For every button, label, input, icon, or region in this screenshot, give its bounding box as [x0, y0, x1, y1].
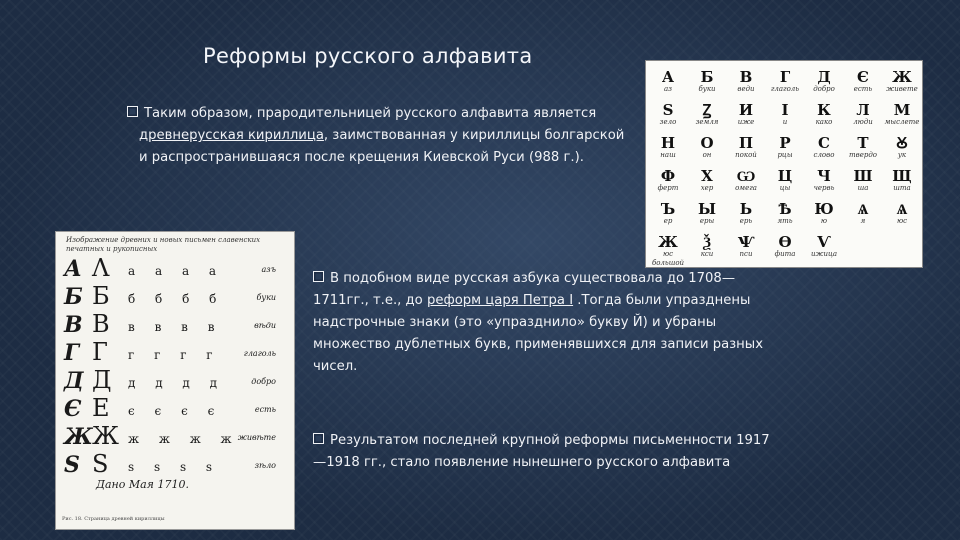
alphabet-letter: Ѧ [896, 200, 908, 218]
manuscript-lbl: вѣди [254, 321, 276, 330]
manuscript-caption: Рис. 18. Страница древней кириллицы [62, 516, 165, 522]
alphabet-cell [689, 234, 725, 259]
alphabet-cell [767, 201, 803, 226]
alphabet-letter-name: пси [739, 250, 753, 258]
checkbox-bullet-icon [127, 106, 138, 117]
slide-title: Реформы русского алфавита [203, 44, 533, 68]
alphabet-letter: Є [857, 68, 869, 86]
alphabet-letter-name: аз [664, 85, 672, 93]
alphabet-letter-name: твердо [849, 151, 877, 159]
manuscript-big2: Д [92, 366, 112, 394]
bullet-kirillitsa [127, 103, 629, 169]
alphabet-letter: Ц [777, 167, 793, 185]
alphabet-letter-name: червь [813, 184, 835, 192]
bullet1-underlined: древнерусская кириллица [139, 128, 324, 143]
bullet1-prefix: Таким образом, прародительницей русского алфавита является [144, 106, 597, 121]
alphabet-letter: Ь [739, 200, 753, 218]
manuscript-big1: В [64, 312, 83, 338]
alphabet-letter-name: люди [853, 118, 873, 126]
alphabet-cell [806, 234, 842, 259]
manuscript-row [62, 424, 290, 452]
bullet-peter-reform [313, 268, 783, 378]
manuscript-row [62, 284, 290, 312]
alphabet-letter-name: ук [897, 151, 907, 159]
alphabet-letter-name: покой [735, 151, 757, 159]
alphabet-letter: Т [857, 134, 869, 152]
manuscript-lbl: зѣло [254, 461, 276, 470]
alphabet-letter-name: ижица [810, 250, 838, 258]
alphabet-letter: Ѣ [778, 200, 792, 218]
alphabet-letter: П [738, 134, 754, 152]
alphabet-letter: Ю [814, 200, 834, 218]
alphabet-letter: Ж [892, 68, 912, 86]
alphabet-letter: Ы [697, 200, 717, 218]
alphabet-letter-name: фита [774, 250, 796, 258]
alphabet-letter-name: земля [695, 118, 719, 126]
manuscript-lbl: буки [256, 293, 276, 302]
alphabet-letter-name: ять [777, 217, 793, 225]
alphabet-letter: Ѳ [778, 233, 792, 251]
alphabet-cell [806, 69, 842, 94]
alphabet-letter: Ѵ [817, 233, 831, 251]
alphabet-letter-name: еры [699, 217, 715, 225]
manuscript-big2: Б [92, 282, 110, 310]
alphabet-cell [767, 234, 803, 259]
alphabet-letter-name: зело [659, 118, 677, 126]
manuscript-row [62, 368, 290, 396]
alphabet-letter-name: кси [700, 250, 714, 258]
alphabet-letter-name: ферт [657, 184, 679, 192]
alphabet-letter: И [738, 101, 754, 119]
manuscript-big1: Ж [64, 424, 93, 450]
alphabet-cell [806, 168, 842, 193]
alphabet-cell [689, 102, 725, 127]
manuscript-big2: Ж [92, 422, 119, 450]
alphabet-letter-name: слово [813, 151, 835, 159]
alphabet-letter-name: буки [698, 85, 716, 93]
manuscript-smalls: ж ж ж ж [128, 432, 240, 446]
alphabet-letter: Ѧ [857, 200, 869, 218]
alphabet-letter-name: рцы [777, 151, 793, 159]
manuscript-row [62, 256, 290, 284]
alphabet-letter-name: я [860, 217, 866, 225]
alphabet-cell [767, 102, 803, 127]
manuscript-big1: Г [64, 340, 80, 366]
alphabet-letter-name: юс [896, 217, 908, 225]
manuscript-big1: Д [64, 368, 84, 394]
manuscript-big1: Є [64, 396, 82, 422]
alphabet-cell [728, 135, 764, 160]
alphabet-letter: Ѱ [737, 233, 755, 251]
manuscript-row [62, 396, 290, 424]
manuscript-row [62, 452, 290, 480]
alphabet-letter-name: омега [735, 184, 757, 192]
alphabet-cell [767, 135, 803, 160]
alphabet-cell [689, 69, 725, 94]
manuscript-big1: Ѕ [64, 452, 80, 478]
alphabet-letter-name: глаголь [770, 85, 800, 93]
manuscript-smalls: ѕ ѕ ѕ ѕ [128, 460, 221, 474]
alphabet-letter-name: добро [813, 85, 835, 93]
manuscript-big2: Г [92, 338, 108, 366]
manuscript-smalls: б б б б [128, 292, 225, 306]
alphabet-letter: Ꙁ [702, 101, 712, 119]
alphabet-letter: Г [779, 68, 791, 86]
alphabet-cell [845, 69, 881, 94]
alphabet-cell [806, 201, 842, 226]
old-manuscript-image [55, 231, 295, 530]
manuscript-big2: В [92, 310, 110, 338]
manuscript-smalls: а а а а [128, 264, 225, 278]
alphabet-letter: Н [660, 134, 676, 152]
alphabet-letter: Ж [658, 233, 678, 251]
bullet2-rest: .Тогда были упразднены надстрочные знаки (это «упразднило» букву Й) и убраны множество дублетных букв, применявшихся для записи разных чисел. [313, 293, 764, 374]
alphabet-letter: Р [779, 134, 791, 152]
bullet3-text: Результатом последней крупной реформы письменности 1917 —1918 гг., стало появление нынешнего русского алфавита [313, 433, 770, 470]
alphabet-letter: Ш [853, 167, 873, 185]
manuscript-smalls: г г г г [128, 348, 221, 362]
alphabet-letter: Ъ [660, 200, 676, 218]
alphabet-letter: Б [700, 68, 714, 86]
alphabet-letter: М [893, 101, 911, 119]
alphabet-letter-name: юс большой [651, 250, 685, 267]
alphabet-letter-name: ерь [739, 217, 753, 225]
alphabet-cell [650, 168, 686, 193]
manuscript-smalls: в в в в [128, 320, 223, 334]
alphabet-cell [845, 201, 881, 226]
manuscript-row [62, 312, 290, 340]
checkbox-bullet-icon [313, 433, 324, 444]
alphabet-letter-name: цы [779, 184, 791, 192]
alphabet-letter-name: живете [886, 85, 918, 93]
alphabet-cell [884, 102, 920, 127]
manuscript-big1: Б [64, 284, 83, 310]
alphabet-cell [728, 234, 764, 259]
manuscript-big1: А [64, 256, 82, 282]
alphabet-letter: Л [856, 101, 870, 119]
alphabet-letter: Ч [817, 167, 831, 185]
bullet2-prefix: В подобном виде русская азбука существовала до 1708—1711гг., т.е., до [313, 271, 736, 308]
alphabet-cell [689, 201, 725, 226]
alphabet-cell [884, 201, 920, 226]
manuscript-smalls: д д д д [128, 376, 225, 390]
alphabet-letter: І [781, 101, 789, 119]
alphabet-cell [806, 102, 842, 127]
manuscript-lbl: глаголь [243, 349, 276, 358]
alphabet-letter: О [700, 134, 714, 152]
alphabet-cell [728, 168, 764, 193]
bullet1-rest: , заимствованная у кириллицы болгарской и распространившаяся после крещения Киевской Руси (988 г.). [139, 128, 625, 165]
alphabet-cell [845, 102, 881, 127]
alphabet-cell [884, 135, 920, 160]
manuscript-big2: Е [92, 394, 110, 422]
manuscript-smalls: є є є є [128, 404, 223, 418]
alphabet-cell [689, 135, 725, 160]
alphabet-cell [845, 135, 881, 160]
alphabet-cell [650, 201, 686, 226]
alphabet-letter: Ꙋ [896, 134, 908, 152]
alphabet-cell [728, 201, 764, 226]
alphabet-letter: Х [701, 167, 713, 185]
alphabet-cell [650, 135, 686, 160]
alphabet-letter: Щ [892, 167, 912, 185]
manuscript-row [62, 340, 290, 368]
alphabet-letter-name: наш [660, 151, 676, 159]
manuscript-big2: Λ [92, 254, 110, 282]
alphabet-letter-name: и [782, 118, 788, 126]
alphabet-cell [650, 69, 686, 94]
alphabet-letter: С [818, 134, 830, 152]
manuscript-lbl: добро [251, 377, 276, 386]
alphabet-letter: Ф [660, 167, 676, 185]
manuscript-lbl: азъ [261, 265, 276, 274]
alphabet-letter: Ѕ [662, 101, 674, 119]
manuscript-big2: S [92, 450, 109, 478]
checkbox-bullet-icon [313, 271, 324, 282]
alphabet-cell [806, 135, 842, 160]
alphabet-cell [728, 69, 764, 94]
alphabet-letter: В [739, 68, 753, 86]
alphabet-letter-name: шта [893, 184, 911, 192]
alphabet-cell [650, 234, 686, 268]
alphabet-letter-name: хер [700, 184, 714, 192]
cyrillic-alphabet-table-image [645, 60, 923, 268]
manuscript-lbl: есть [254, 405, 276, 414]
alphabet-letter-name: како [815, 118, 833, 126]
bullet2-underlined: реформ царя Петра I [426, 293, 574, 308]
alphabet-letter-name: ю [820, 217, 828, 225]
alphabet-letter-name: иже [737, 118, 755, 126]
alphabet-cell [728, 102, 764, 127]
alphabet-cell [767, 69, 803, 94]
alphabet-letter: Ѡ [736, 167, 756, 185]
manuscript-header: Изображение древних и новых письмен славенских печатных и рукописных [66, 236, 261, 253]
alphabet-letter: К [817, 101, 831, 119]
alphabet-cell [767, 168, 803, 193]
alphabet-cell [884, 69, 920, 94]
alphabet-cell [650, 102, 686, 127]
alphabet-letter-name: ер [663, 217, 673, 225]
alphabet-letter-name: ша [857, 184, 869, 192]
alphabet-cell [884, 168, 920, 193]
alphabet-cell [689, 168, 725, 193]
alphabet-letter: Д [817, 68, 831, 86]
manuscript-signature: Дано Мая 1710. [96, 478, 189, 491]
manuscript-lbl: живѣте [237, 433, 276, 442]
alphabet-letter-name: есть [853, 85, 873, 93]
alphabet-letter-name: он [702, 151, 712, 159]
alphabet-cell [845, 168, 881, 193]
alphabet-letter-name: веди [737, 85, 755, 93]
bullet-1917-reform [313, 430, 783, 474]
alphabet-letter-name: мыслете [884, 118, 920, 126]
alphabet-letter: Ѯ [703, 233, 711, 251]
alphabet-letter: А [661, 68, 675, 86]
